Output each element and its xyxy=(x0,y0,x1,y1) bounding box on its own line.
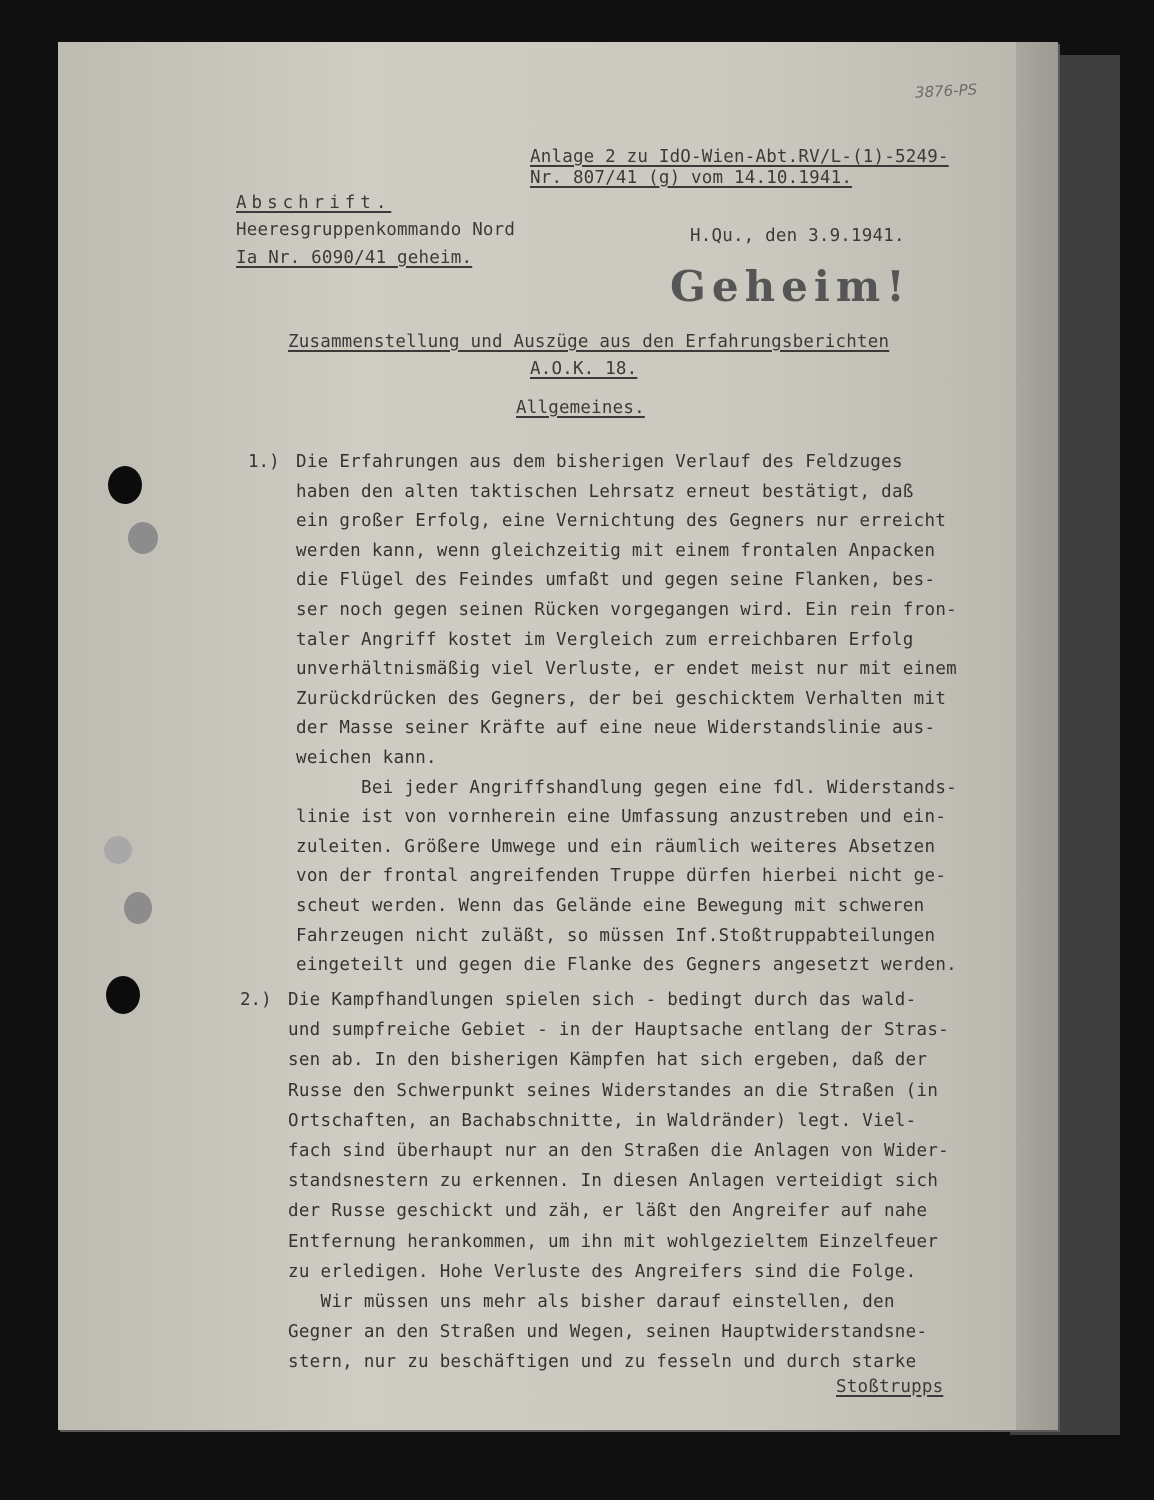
punch-hole xyxy=(124,892,152,924)
paragraph-number: 1.) xyxy=(248,452,280,472)
text-line: der Masse seiner Kräfte auf eine neue Widerstandslinie aus- xyxy=(296,718,936,739)
document-subtitle: A.O.K. 18. xyxy=(530,359,638,379)
punch-hole xyxy=(128,522,158,554)
text-line: ein großer Erfolg, eine Vernichtung des Gegners nur erreicht xyxy=(296,511,947,532)
text-line: eingeteilt und gegen die Flanke des Gegners angesetzt werden. xyxy=(296,955,957,976)
classification-stamp: Geheim! xyxy=(670,262,911,311)
unit-name: Heeresgruppenkommando Nord xyxy=(236,220,516,240)
section-heading: Allgemeines. xyxy=(516,398,645,418)
text-line: unverhältnismäßig viel Verluste, er endet meist nur mit einem xyxy=(296,659,957,680)
text-line: Zurückdrücken des Gegners, der bei geschicktem Verhalten mit xyxy=(296,688,947,709)
text-line: Fahrzeugen nicht zuläßt, so müssen Inf.Stoßtruppabteilungen xyxy=(296,925,936,946)
text-line: ser noch gegen seinen Rücken vorgegangen wird. Ein rein fron- xyxy=(296,600,957,620)
anlage-line-2: Nr. 807/41 (g) vom 14.10.1941. xyxy=(530,168,853,188)
text-line: fach sind überhaupt nur an den Straßen die Anlagen von Wider- xyxy=(288,1141,949,1161)
punch-hole xyxy=(104,836,132,864)
text-line: standsnestern zu erkennen. In diesen Anlagen verteidigt sich xyxy=(288,1171,939,1192)
reference-number: Ia Nr. 6090/41 geheim. xyxy=(236,248,473,268)
text-line: Gegner an den Straßen und Wegen, seinen Hauptwiderstandsne- xyxy=(288,1322,928,1343)
paragraph-number: 2.) xyxy=(240,990,272,1010)
text-line: sen ab. In den bisherigen Kämpfen hat sich ergeben, daß der xyxy=(288,1050,928,1071)
document-title: Zusammenstellung und Auszüge aus den Erfahrungsberichten xyxy=(288,332,890,352)
text-line: Wir müssen uns mehr als bisher darauf einstellen, den xyxy=(288,1292,895,1312)
punch-hole xyxy=(108,466,142,504)
text-line: scheut werden. Wenn das Gelände eine Bewegung mit schweren xyxy=(296,896,925,916)
text-line: weichen kann. xyxy=(296,748,437,768)
text-line: Die Kampfhandlungen spielen sich - bedingt durch das wald- xyxy=(288,990,917,1010)
text-line: linie ist von vornherein eine Umfassung anzustreben und ein- xyxy=(296,807,947,828)
text-line: der Russe geschickt und zäh, er läßt den Angreifer auf nahe xyxy=(288,1201,928,1222)
text-line: Ortschaften, an Bachabschnitte, in Waldränder) legt. Viel- xyxy=(288,1110,917,1131)
text-line: haben den alten taktischen Lehrsatz erneut bestätigt, daß xyxy=(296,481,914,502)
text-line: zuleiten. Größere Umwege und ein räumlich weiteres Absetzen xyxy=(296,836,936,857)
catchword: Stoßtrupps xyxy=(836,1377,944,1397)
text-line: Russe den Schwerpunkt seines Widerstandes an die Straßen (in xyxy=(288,1080,939,1101)
text-line: Die Erfahrungen aus dem bisherigen Verlauf des Feldzuges xyxy=(296,452,903,472)
text-line: werden kann, wenn gleichzeitig mit einem frontalen Anpacken xyxy=(296,540,936,561)
text-line: Entfernung herankommen, um ihn mit wohlgezieltem Einzelfeuer xyxy=(288,1231,939,1252)
text-line: und sumpfreiche Gebiet - in der Hauptsache entlang der Stras- xyxy=(288,1020,949,1041)
text-line: stern, nur zu beschäftigen und zu fesseln und durch starke xyxy=(288,1352,917,1373)
pencil-annotation: 3876-PS xyxy=(914,80,978,102)
page-edge-shadow xyxy=(1016,42,1058,1430)
text-line: die Flügel des Feindes umfaßt und gegen seine Flanken, bes- xyxy=(296,570,936,591)
abschrift-label: Abschrift. xyxy=(236,193,392,213)
anlage-line-1: Anlage 2 zu IdO-Wien-Abt.RV/L-(1)-5249- xyxy=(530,147,949,167)
text-line: taler Angriff kostet im Vergleich zum erreichbaren Erfolg xyxy=(296,629,914,650)
text-line: zu erledigen. Hohe Verluste des Angreifers sind die Folge. xyxy=(288,1261,917,1282)
text-line: von der frontal angreifenden Truppe dürfen hierbei nicht ge- xyxy=(296,866,947,887)
punch-hole xyxy=(106,976,140,1014)
text-line: Bei jeder Angriffshandlung gegen eine fdl. Widerstands- xyxy=(296,777,957,798)
place-date: H.Qu., den 3.9.1941. xyxy=(690,226,905,246)
